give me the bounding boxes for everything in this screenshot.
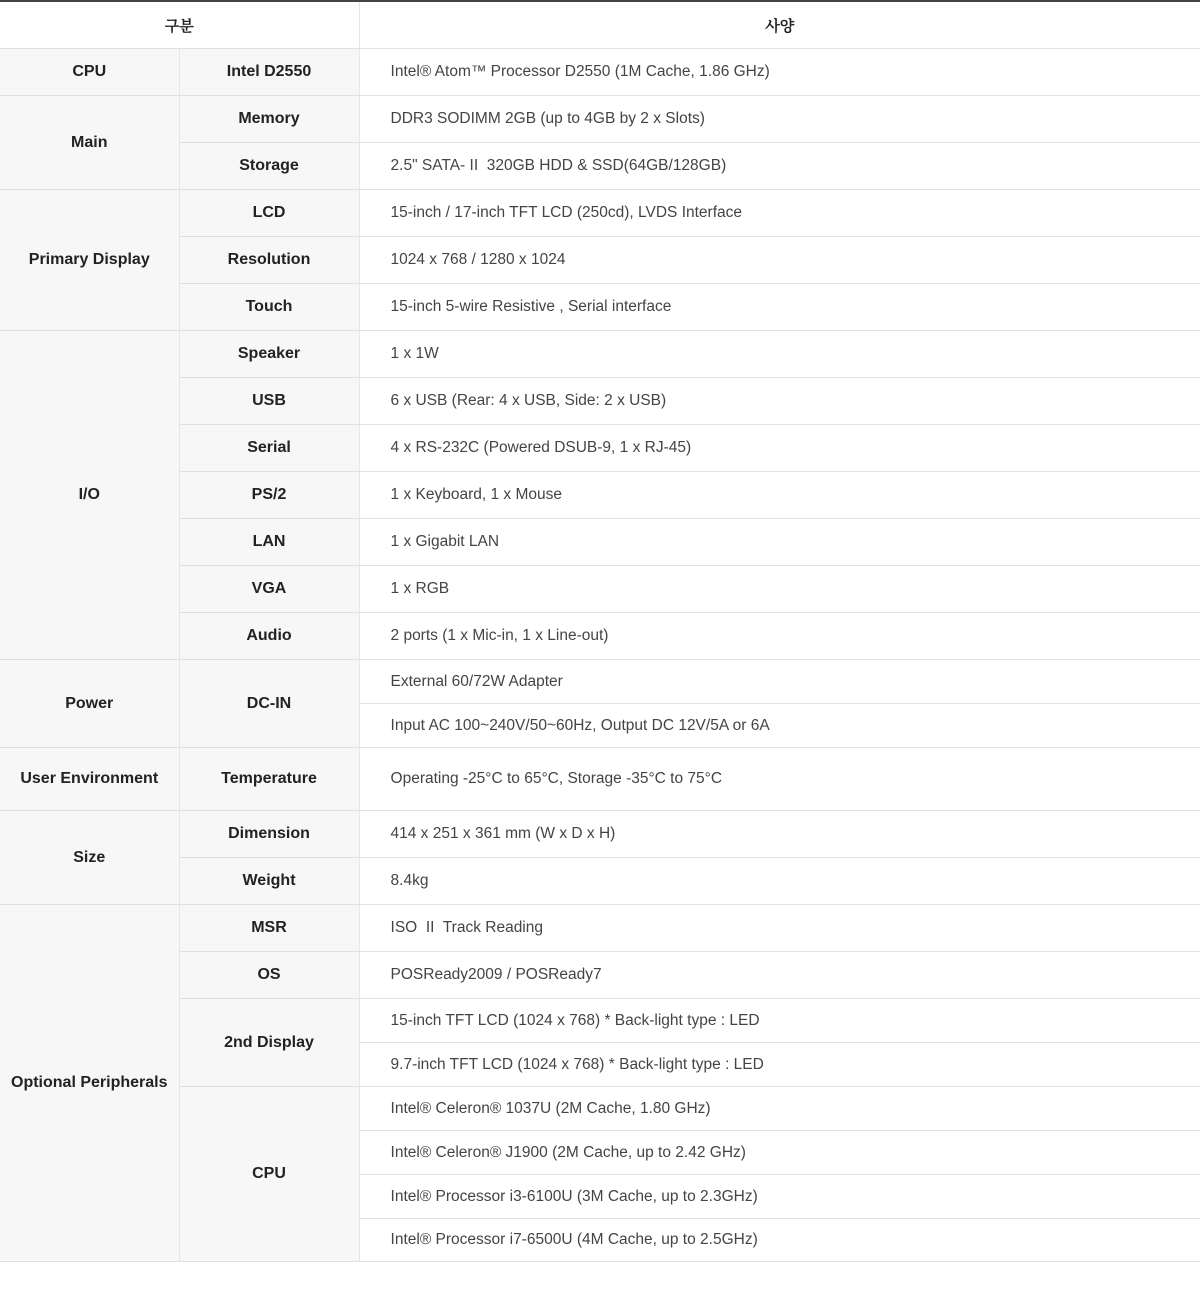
table-row (0, 566, 1200, 613)
spec-value: 15-inch / 17-inch TFT LCD (250cd), LVDS Interface (359, 190, 1200, 237)
item-vga: VGA (179, 566, 359, 613)
spec-value: Operating -25°C to 65°C, Storage -35°C to 75°C (359, 748, 1200, 811)
item-temperature: Temperature (179, 748, 359, 811)
item-2nd-display: 2nd Display (179, 999, 359, 1087)
table-row (0, 237, 1200, 284)
item-weight: Weight (179, 858, 359, 905)
spec-value: 15-inch 5-wire Resistive , Serial interface (359, 284, 1200, 331)
item-optional-cpu: CPU (179, 1087, 359, 1262)
category-power: Power (0, 660, 179, 748)
table-row (0, 811, 1200, 858)
category-size: Size (0, 811, 179, 905)
item-audio: Audio (179, 613, 359, 660)
item-ps2: PS/2 (179, 472, 359, 519)
category-user-environment: User Environment (0, 748, 179, 811)
spec-value: 1 x RGB (359, 566, 1200, 613)
spec-value: 9.7-inch TFT LCD (1024 x 768) * Back-light type : LED (359, 1043, 1200, 1087)
spec-value: Intel® Celeron® 1037U (2M Cache, 1.80 GHz) (359, 1087, 1200, 1131)
item-dc-in: DC-IN (179, 660, 359, 748)
category-primary-display: Primary Display (0, 190, 179, 331)
table-row (0, 858, 1200, 905)
spec-value: Intel® Processor i7-6500U (4M Cache, up to 2.5GHz) (359, 1219, 1200, 1262)
spec-value: Intel® Atom™ Processor D2550 (1M Cache, 1.86 GHz) (359, 49, 1200, 96)
table-row (0, 613, 1200, 660)
table-row (0, 378, 1200, 425)
header-category: 구분 (0, 1, 359, 49)
table-row (0, 49, 1200, 96)
table-row (0, 96, 1200, 143)
item-dimension: Dimension (179, 811, 359, 858)
category-cpu: CPU (0, 49, 179, 96)
spec-value: 1 x Gigabit LAN (359, 519, 1200, 566)
item-intel-d2550: Intel D2550 (179, 49, 359, 96)
table-row (0, 284, 1200, 331)
spec-value: 1 x 1W (359, 331, 1200, 378)
table-row (0, 472, 1200, 519)
table-row (0, 1087, 1200, 1131)
item-memory: Memory (179, 96, 359, 143)
header-spec: 사양 (359, 1, 1200, 49)
table-row (0, 952, 1200, 999)
category-io: I/O (0, 331, 179, 660)
table-row (0, 143, 1200, 190)
item-os: OS (179, 952, 359, 999)
item-touch: Touch (179, 284, 359, 331)
spec-value: 6 x USB (Rear: 4 x USB, Side: 2 x USB) (359, 378, 1200, 425)
table-row (0, 190, 1200, 237)
spec-value: 1024 x 768 / 1280 x 1024 (359, 237, 1200, 284)
spec-value: 414 x 251 x 361 mm (W x D x H) (359, 811, 1200, 858)
item-lan: LAN (179, 519, 359, 566)
item-storage: Storage (179, 143, 359, 190)
item-serial: Serial (179, 425, 359, 472)
spec-value: 15-inch TFT LCD (1024 x 768) * Back-light type : LED (359, 999, 1200, 1043)
spec-value: POSReady2009 / POSReady7 (359, 952, 1200, 999)
spec-value: Input AC 100~240V/50~60Hz, Output DC 12V/5A or 6A (359, 704, 1200, 748)
table-row (0, 331, 1200, 378)
table-row (0, 660, 1200, 704)
spec-value: 1 x Keyboard, 1 x Mouse (359, 472, 1200, 519)
table-row (0, 999, 1200, 1043)
spec-value: Intel® Processor i3-6100U (3M Cache, up to 2.3GHz) (359, 1175, 1200, 1219)
spec-value: 4 x RS-232C (Powered DSUB-9, 1 x RJ-45) (359, 425, 1200, 472)
category-main: Main (0, 96, 179, 190)
spec-value: External 60/72W Adapter (359, 660, 1200, 704)
table-header (0, 1, 1200, 49)
table-row (0, 748, 1200, 811)
spec-value: DDR3 SODIMM 2GB (up to 4GB by 2 x Slots) (359, 96, 1200, 143)
spec-value: Intel® Celeron® J1900 (2M Cache, up to 2.42 GHz) (359, 1131, 1200, 1175)
item-speaker: Speaker (179, 331, 359, 378)
item-resolution: Resolution (179, 237, 359, 284)
table-row (0, 425, 1200, 472)
table-row (0, 519, 1200, 566)
table-row (0, 905, 1200, 952)
category-optional-peripherals: Optional Peripherals (0, 905, 179, 1262)
spec-value: 8.4kg (359, 858, 1200, 905)
item-usb: USB (179, 378, 359, 425)
item-lcd: LCD (179, 190, 359, 237)
spec-value: ISO II Track Reading (359, 905, 1200, 952)
spec-value: 2.5" SATA- II 320GB HDD & SSD(64GB/128GB) (359, 143, 1200, 190)
spec-value: 2 ports (1 x Mic-in, 1 x Line-out) (359, 613, 1200, 660)
item-msr: MSR (179, 905, 359, 952)
